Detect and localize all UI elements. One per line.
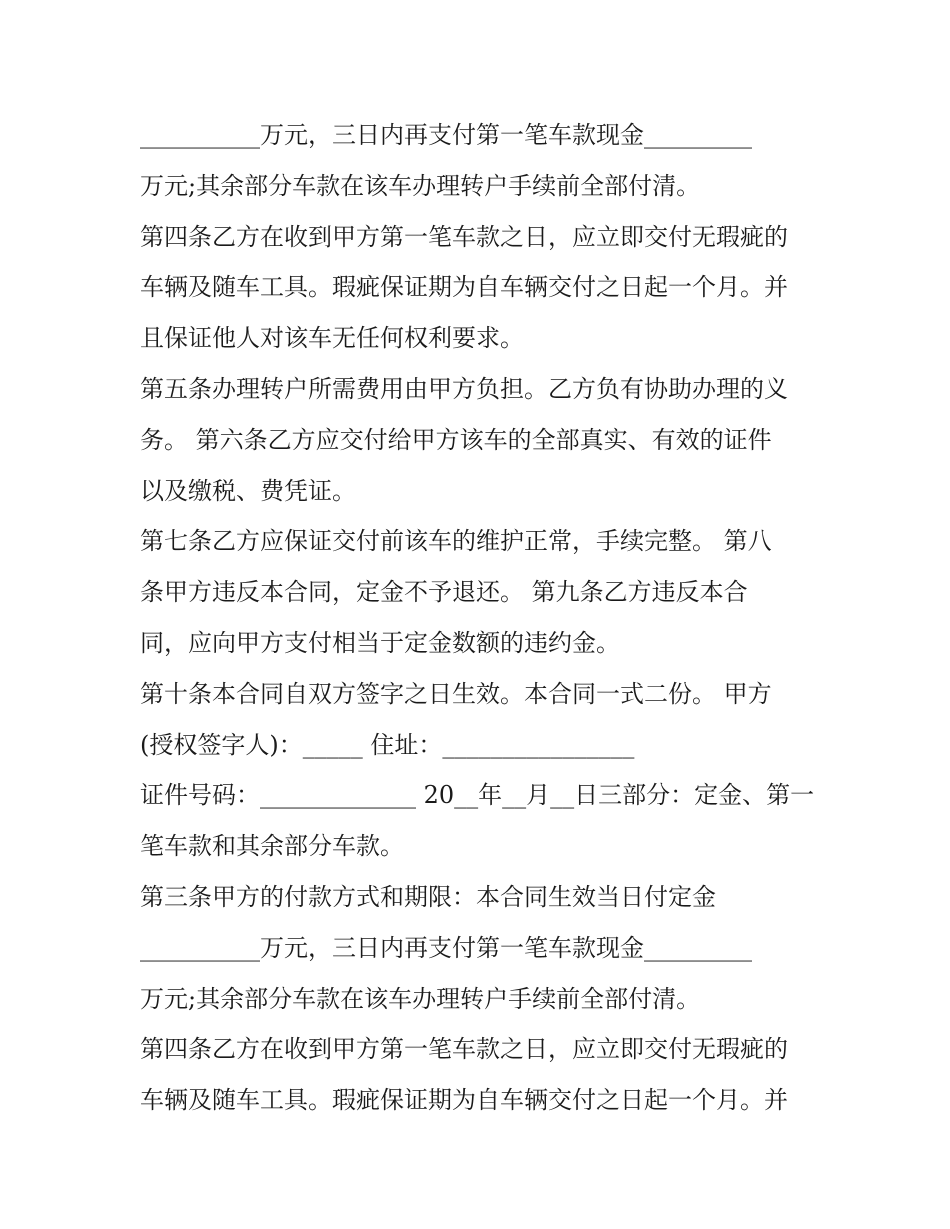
text-line: 笔车款和其余部分车款。 (140, 832, 404, 861)
document-body (140, 110, 820, 1126)
text-line: 条甲方违反本合同，定金不予退还。 第九条乙方违反本合 (140, 578, 748, 607)
text-line: 第五条办理转户所需费用由甲方负担。乙方负有协助办理的义 (140, 374, 788, 403)
text-line: 第四条乙方在收到甲方第一笔车款之日，应立即交付无瑕疵的 (140, 222, 788, 251)
text-line: 务。 第六条乙方应交付给甲方该车的全部真实、有效的证件 (140, 425, 772, 454)
text-line: __________万元，三日内再支付第一笔车款现金_________ (140, 121, 752, 149)
text-line: 且保证他人对该车无任何权利要求。 (140, 324, 524, 353)
text-line: 第四条乙方在收到甲方第一笔车款之日，应立即交付无瑕疵的 (140, 1035, 788, 1064)
text-line: 万元;其余部分车款在该车办理转户手续前全部付清。 (140, 171, 701, 200)
text-line: 第十条本合同自双方签字之日生效。本合同一式二份。 甲方 (140, 679, 772, 708)
text-line: (授权签字人)：_____ 住址：________________ (140, 730, 635, 759)
text-line: 同，应向甲方支付相当于定金数额的违约金。 (140, 628, 620, 657)
text-line: 第七条乙方应保证交付前该车的维护正常，手续完整。 第八 (140, 527, 772, 556)
text-line: 车辆及随车工具。瑕疵保证期为自车辆交付之日起一个月。并 (140, 1086, 788, 1115)
text-line: 以及缴税、费凭证。 (140, 476, 356, 505)
text-line: __________万元，三日内再支付第一笔车款现金_________ (140, 933, 752, 962)
text-line: 万元;其余部分车款在该车办理转户手续前全部付清。 (140, 984, 701, 1013)
text-line: 第三条甲方的付款方式和期限：本合同生效当日付定金 (140, 882, 716, 911)
text-line: 车辆及随车工具。瑕疵保证期为自车辆交付之日起一个月。并 (140, 273, 788, 302)
text-line: 证件号码：_____________ 20__年__月__日三部分：定金、第一 (140, 781, 815, 810)
